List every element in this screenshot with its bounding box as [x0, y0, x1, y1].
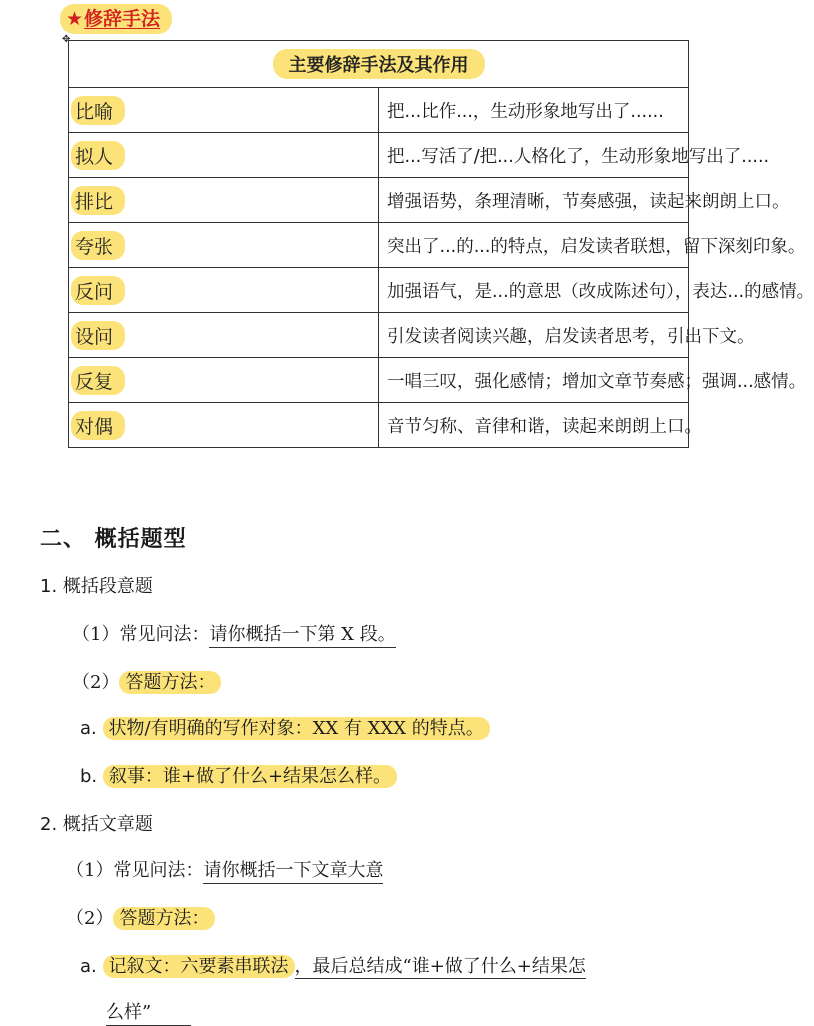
term-label: 设问 — [71, 321, 125, 350]
item1-method-b — [80, 762, 397, 788]
sub-number: （1） — [66, 860, 114, 881]
effect-text: 音节匀称、音律和谐，读起来朗朗上口。 — [379, 403, 689, 448]
question-text: 请你概括一下文章大意 — [203, 860, 383, 884]
star-icon: ★ — [66, 8, 84, 30]
resize-handle-icon: ✥ — [62, 34, 71, 45]
point-letter: b. — [80, 766, 98, 787]
question-text: 请你概括一下第 X 段。 — [209, 624, 395, 648]
item-title: 概括文章题 — [62, 814, 153, 835]
method-text: 叙事：谁+做了什么+结果怎么样。 — [103, 765, 397, 788]
sub-number: （2） — [66, 908, 114, 929]
sub-number: （1） — [72, 624, 120, 645]
item2-question-line — [66, 856, 383, 882]
item2-method-a — [80, 952, 586, 979]
sub-label: 常见问法： — [113, 860, 204, 881]
point-letter: a. — [80, 718, 97, 739]
term-label: 反复 — [71, 366, 125, 395]
table-header-row — [69, 41, 689, 88]
table-row — [69, 403, 689, 448]
point-letter: a. — [80, 956, 97, 977]
term-label: 反问 — [71, 276, 125, 305]
method-text: 记叙文：六要素串联法 — [103, 955, 295, 978]
item1-method-line — [72, 668, 221, 694]
term-label: 拟人 — [71, 141, 125, 170]
item2-heading — [40, 810, 153, 836]
item1-heading — [40, 572, 153, 598]
method-wrap-text: 么样” — [106, 1002, 191, 1026]
sub-label: 答题方法： — [119, 671, 221, 694]
term-label: 比喻 — [71, 96, 125, 125]
effect-text: 引发读者阅读兴趣，启发读者思考，引出下文。 — [379, 313, 689, 358]
term-label: 排比 — [71, 186, 125, 215]
section-title-badge — [60, 4, 172, 34]
item2-method-line — [66, 904, 215, 930]
method-text: 状物/有明确的写作对象：XX 有 XXX 的特点。 — [103, 717, 490, 740]
method-continuation: ，最后总结成“谁+做了什么+结果怎 — [295, 952, 586, 979]
effect-text: 增强语势，条理清晰，节奏感强，读起来朗朗上口。 — [379, 178, 689, 223]
effect-text: 把...写活了/把...人格化了，生动形象地写出了..... — [379, 133, 689, 178]
item-number: 1. — [40, 576, 58, 597]
table-row — [69, 358, 689, 403]
table-row — [69, 223, 689, 268]
table-row — [69, 268, 689, 313]
table-title: 主要修辞手法及其作用 — [273, 49, 485, 79]
table-row — [69, 88, 689, 133]
table-header-cell — [69, 41, 689, 88]
sub-number: （2） — [72, 672, 120, 693]
item-title: 概括段意题 — [62, 576, 153, 597]
effect-text: 加强语气，是...的意思（改成陈述句），表达...的感情。 — [379, 268, 689, 313]
effect-text: 一唱三叹，强化感情；增加文章节奏感；强调...感情。 — [379, 358, 689, 403]
section-heading: 二、 概括题型 — [40, 526, 187, 552]
table-row — [69, 133, 689, 178]
item-number: 2. — [40, 814, 58, 835]
sub-label: 常见问法： — [119, 624, 210, 645]
item2-method-a-wrap — [106, 998, 191, 1024]
term-label: 对偶 — [71, 411, 125, 440]
sub-label: 答题方法： — [113, 907, 215, 930]
term-label: 夸张 — [71, 231, 125, 260]
item1-method-a — [80, 714, 490, 740]
table-row — [69, 178, 689, 223]
effect-text: 突出了...的...的特点，启发读者联想，留下深刻印象。 — [379, 223, 689, 268]
item1-question-line — [72, 620, 396, 646]
table-row — [69, 313, 689, 358]
section-title: 修辞手法 — [84, 8, 161, 30]
effect-text: 把...比作...，生动形象地写出了...... — [379, 88, 689, 133]
rhetoric-table — [68, 40, 814, 448]
